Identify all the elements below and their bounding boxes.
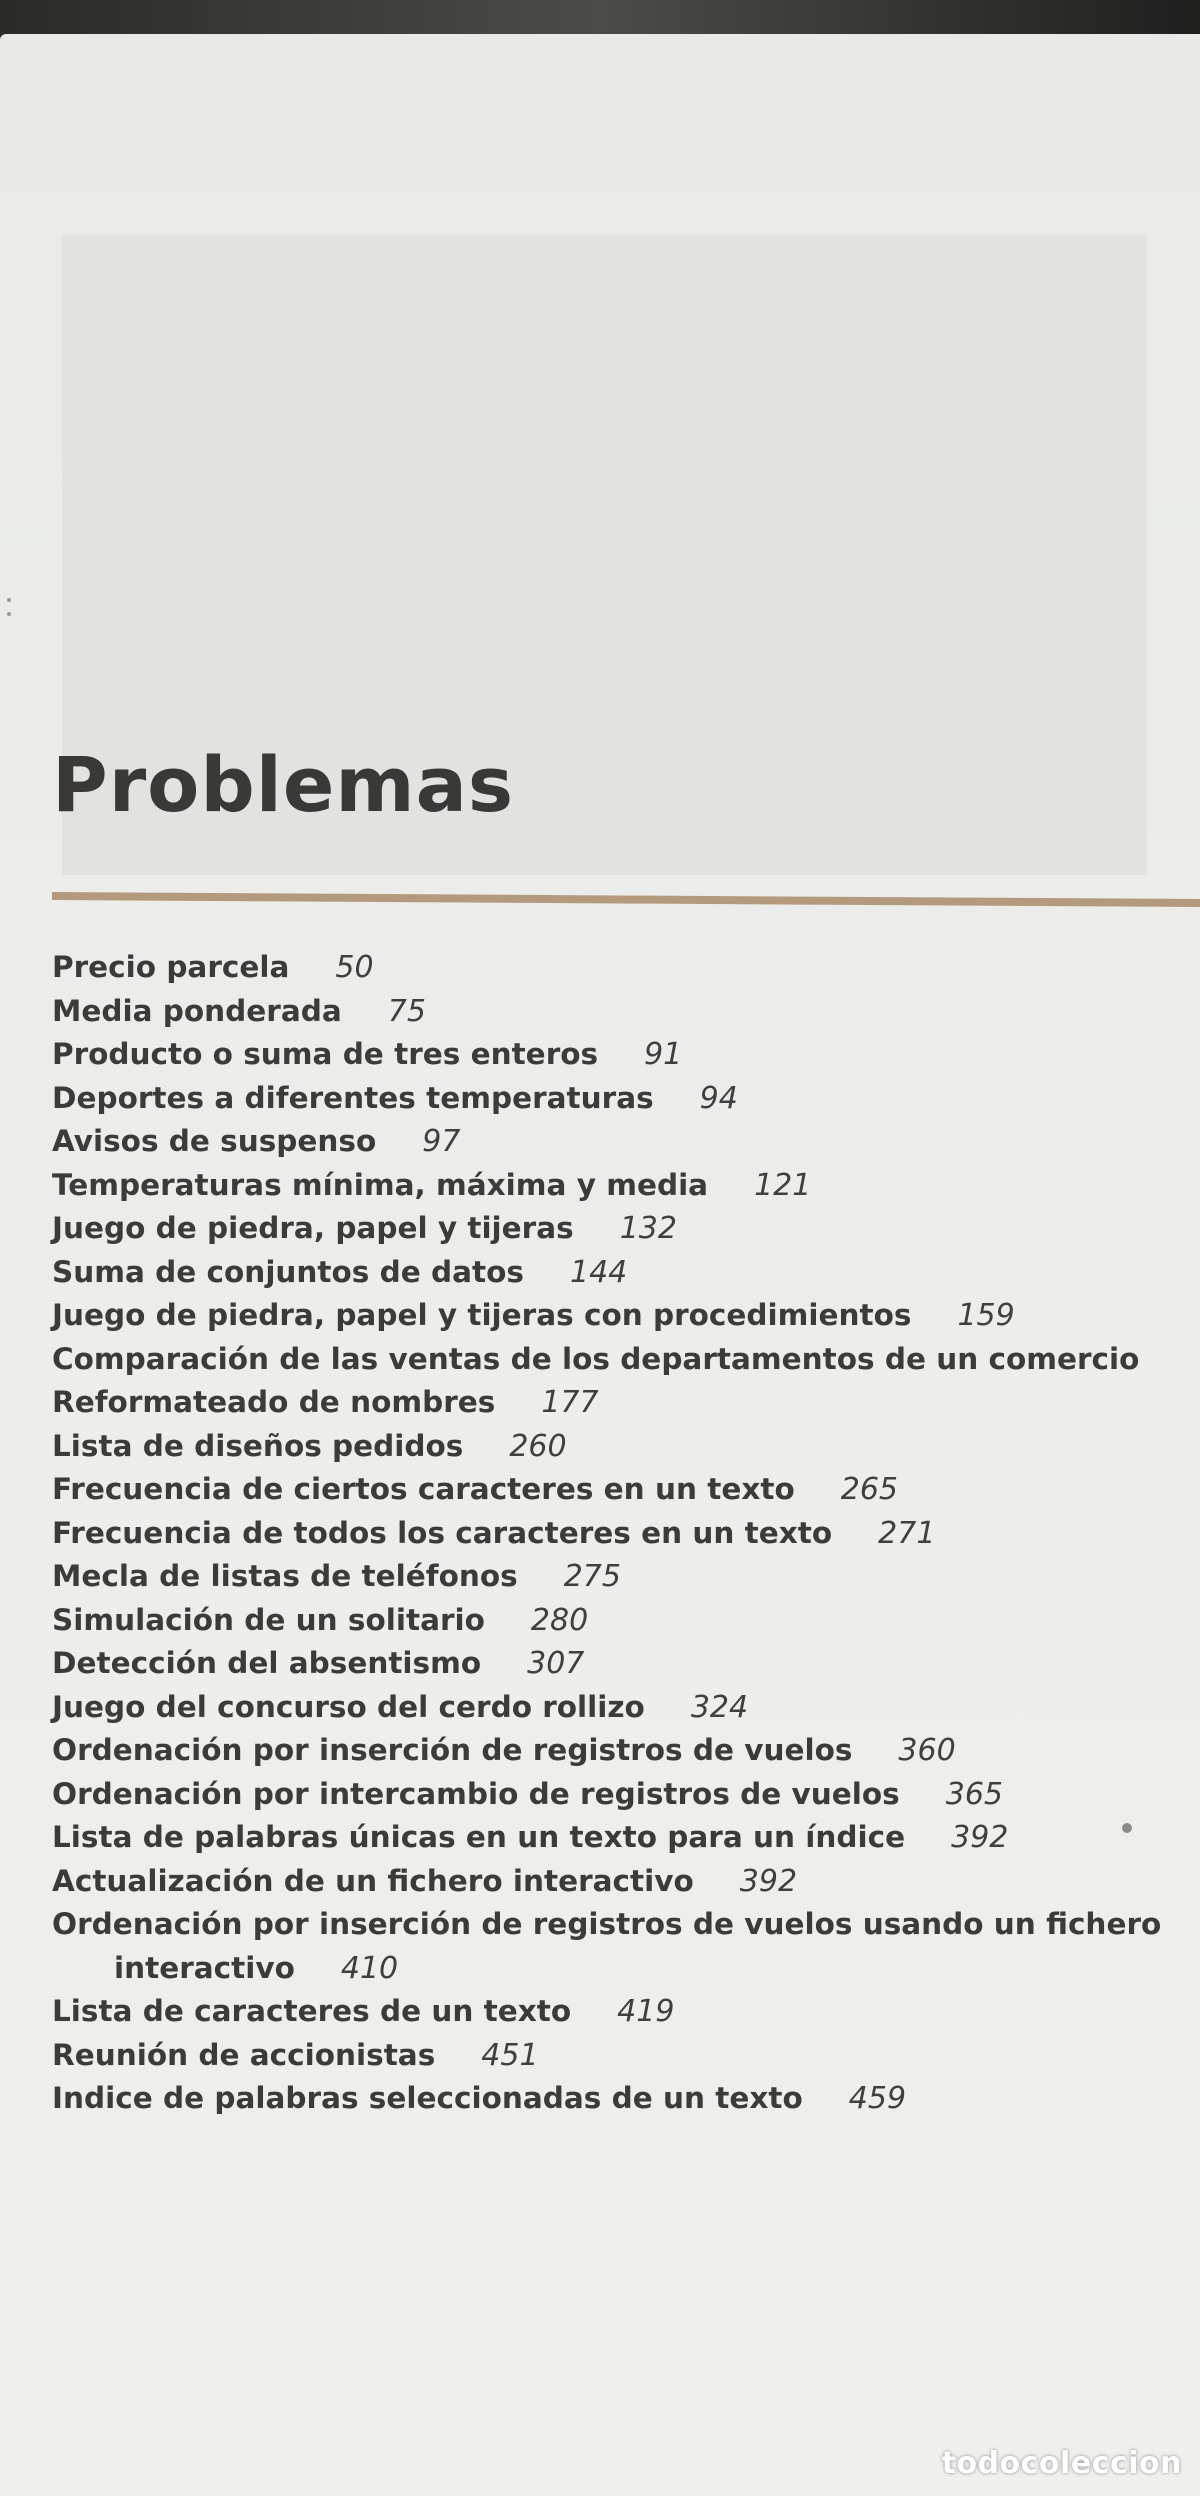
list-item xyxy=(52,1077,1172,1121)
entry-title: Avisos de suspenso xyxy=(52,1124,377,1158)
list-item xyxy=(52,1425,1172,1469)
entry-title: Precio parcela xyxy=(52,950,290,984)
entry-page-number: 159 xyxy=(957,1298,1015,1333)
entry-page-number: 392 xyxy=(951,1820,1009,1855)
list-item xyxy=(52,1903,1172,1990)
list-item xyxy=(52,1990,1172,2034)
entry-title: Juego de piedra, papel y tijeras con procedimientos xyxy=(52,1298,912,1332)
entry-page-number: 265 xyxy=(840,1472,898,1507)
list-item xyxy=(52,1338,1172,1382)
entry-title: Comparación de las ventas de los departamentos de un comercio xyxy=(52,1341,1140,1376)
entry-title: Mecla de listas de teléfonos xyxy=(52,1559,518,1593)
entry-title: Lista de palabras únicas en un texto para un índice xyxy=(52,1820,906,1854)
entry-page-number: 410 xyxy=(340,1950,399,1986)
ink-dot xyxy=(1122,1823,1132,1833)
entry-continuation xyxy=(52,1947,1172,1991)
entry-page-number: 260 xyxy=(509,1428,567,1464)
entry-continuation-text: interactivo xyxy=(114,1950,295,1985)
entry-page-number: 94 xyxy=(699,1080,738,1116)
entry-page-number: 97 xyxy=(422,1124,461,1159)
list-item xyxy=(52,1164,1172,1208)
list-item xyxy=(52,1381,1172,1425)
entry-page-number: 360 xyxy=(898,1733,956,1768)
entry-title: Ordenación por intercambio de registros de vuelos xyxy=(52,1776,900,1811)
margin-speck xyxy=(7,598,11,602)
entry-title: Frecuencia de ciertos caracteres en un texto xyxy=(52,1472,795,1506)
list-item xyxy=(52,1773,1172,1817)
entry-page-number: 91 xyxy=(644,1037,683,1072)
entry-title: Deportes a diferentes temperaturas xyxy=(52,1080,654,1115)
list-item xyxy=(52,1816,1172,1860)
page-title: Problemas xyxy=(52,740,515,829)
list-item xyxy=(52,990,1172,1034)
margin-speck xyxy=(7,612,11,616)
entry-title: Juego de piedra, papel y tijeras xyxy=(52,1211,574,1245)
list-item xyxy=(52,1729,1172,1773)
entry-page-number: 275 xyxy=(563,1559,621,1594)
entry-title: Suma de conjuntos de datos xyxy=(52,1254,524,1289)
entry-title: Lista de diseños pedidos xyxy=(52,1428,464,1463)
entry-title: Ordenación por inserción de registros de vuelos xyxy=(52,1733,853,1767)
list-item xyxy=(52,2077,1172,2121)
entry-title: Simulación de un solitario xyxy=(52,1602,485,1637)
list-item xyxy=(52,1599,1172,1643)
list-item xyxy=(52,1860,1172,1904)
list-item xyxy=(52,1120,1172,1164)
entry-page-number: 121 xyxy=(754,1167,812,1203)
entry-page-number: 132 xyxy=(619,1211,677,1246)
entry-page-number: 392 xyxy=(739,1863,798,1899)
entry-page-number: 280 xyxy=(530,1602,589,1638)
entry-page-number: 419 xyxy=(617,1994,675,2029)
entry-page-number: 451 xyxy=(481,2037,539,2073)
entry-page-number: 459 xyxy=(848,2081,907,2116)
list-item xyxy=(52,1555,1172,1599)
entry-title: Juego del concurso del cerdo rollizo xyxy=(52,1689,645,1724)
entry-title: Media ponderada xyxy=(52,993,342,1028)
watermark: todocoleccion xyxy=(941,2446,1182,2481)
entry-title: Reunión de accionistas xyxy=(52,2037,436,2072)
list-item xyxy=(52,1033,1172,1077)
entry-page-number: 50 xyxy=(335,950,374,985)
entry-title: Producto o suma de tres enteros xyxy=(52,1037,599,1071)
entry-page-number: 365 xyxy=(945,1776,1003,1812)
list-item xyxy=(52,1642,1172,1686)
entry-title: Detección del absentismo xyxy=(52,1646,482,1680)
entry-page-number: 271 xyxy=(878,1515,936,1551)
entry-title: Reformateado de nombres xyxy=(52,1385,496,1419)
entry-title: Lista de caracteres de un texto xyxy=(52,1994,572,2028)
entry-title: Actualización de un fichero interactivo xyxy=(52,1863,694,1898)
list-item xyxy=(52,2034,1172,2078)
entry-title: Frecuencia de todos los caracteres en un texto xyxy=(52,1515,833,1550)
entry-page-number: 177 xyxy=(541,1385,599,1420)
list-item xyxy=(52,1294,1172,1338)
entry-page-number: 307 xyxy=(527,1646,585,1681)
entry-title: Temperaturas mínima, máxima y media xyxy=(52,1167,709,1202)
problem-list xyxy=(52,946,1172,2121)
entry-page-number: 324 xyxy=(690,1689,749,1725)
list-item xyxy=(52,1686,1172,1730)
list-item xyxy=(52,1207,1172,1251)
list-item xyxy=(52,946,1172,990)
entry-page-number: 75 xyxy=(387,993,426,1029)
entry-title: Ordenación por inserción de registros de vuelos usando un fichero xyxy=(52,1907,1162,1941)
list-item xyxy=(52,1512,1172,1556)
list-item xyxy=(52,1251,1172,1295)
entry-page-number: 144 xyxy=(569,1254,628,1290)
list-item xyxy=(52,1468,1172,1512)
entry-title: Indice de palabras seleccionadas de un texto xyxy=(52,2081,803,2115)
